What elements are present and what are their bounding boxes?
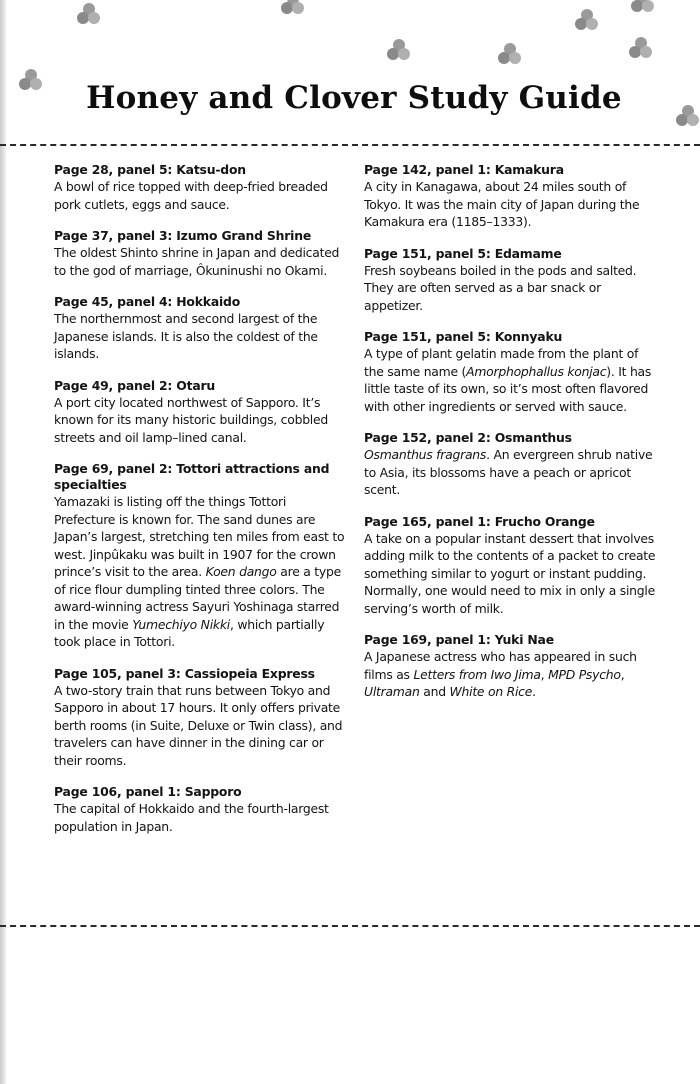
glossary-entry: [54, 666, 346, 770]
glossary-entry: [364, 514, 660, 618]
entry-heading: Page 45, panel 4: Hokkaido: [54, 294, 241, 309]
glossary-entry: [54, 378, 346, 447]
entry-description: [54, 310, 346, 363]
italic-title-text: MPD Psycho: [548, 666, 621, 682]
entry-heading: Page 165, panel 1: Frucho Orange: [364, 513, 595, 529]
entry-description: [364, 446, 660, 499]
description-text: , which partially took place in Tottori.: [54, 616, 325, 649]
italic-title-text: Ultraman: [364, 684, 420, 699]
entry-heading: Page 152, panel 2: Osmanthus: [364, 430, 572, 445]
italic-title-text: Osmanthus fragrans: [364, 447, 487, 462]
italic-title-text: Letters from Iwo Jima: [413, 666, 541, 682]
italic-title-text: Koen dango: [205, 564, 277, 579]
description-text: A type of plant gelatin made from the plant of the same name (: [364, 346, 639, 379]
entry-description: [364, 178, 660, 231]
clover-icon: [630, 0, 656, 16]
clover-icon: [628, 36, 654, 62]
glossary-entry: [54, 228, 346, 279]
entry-heading: Page 106, panel 1: Sapporo: [54, 784, 242, 799]
entry-description: [54, 178, 346, 213]
glossary-entry: [54, 294, 346, 363]
glossary-entry: [364, 246, 660, 315]
description-text: Fresh soybeans boiled in the pods and salted. They are often served as a bar snack or appetizer.: [364, 262, 637, 313]
entry-description: [54, 682, 346, 770]
page-binding-shadow: [0, 0, 6, 1084]
clover-icon: [574, 8, 600, 34]
description-text: A bowl of rice topped with deep-fried breaded pork cutlets, eggs and sauce.: [54, 179, 328, 212]
entry-heading: Page 37, panel 3: Izumo Grand Shrine: [54, 228, 312, 243]
description-text: ,: [620, 666, 625, 682]
description-text: A Japanese actress who has appeared in such films as: [364, 649, 637, 682]
page-title: Honey and Clover Study Guide: [86, 80, 622, 116]
glossary-entry: [54, 784, 346, 835]
entry-heading: Page 69, panel 2: Tottori attractions and specialties: [54, 461, 330, 492]
entry-heading: Page 151, panel 5: Edamame: [364, 245, 562, 261]
italic-title-text: Amorphophallus konjac: [466, 363, 607, 379]
description-text: .: [532, 684, 536, 699]
entry-description: [54, 394, 346, 447]
entry-heading: Page 142, panel 1: Kamakura: [364, 162, 564, 177]
description-text: The northernmost and second largest of the Japanese islands. It is also the coldest of the islands.: [54, 311, 318, 361]
glossary-entry: [364, 632, 660, 701]
description-text: ). It has little taste of its own, so it’s most often flavored with other ingredients or served with sauce.: [364, 363, 652, 414]
entry-description: [364, 345, 660, 415]
description-text: The capital of Hokkaido and the fourth-largest population in Japan.: [54, 801, 329, 834]
entry-description: [364, 648, 660, 701]
clover-icon: [280, 0, 306, 18]
glossary-entry: [364, 329, 660, 415]
description-text: A port city located northwest of Sapporo. It’s known for its many historic buildings, cobbled streets and oil lamp–lined canal.: [54, 394, 328, 445]
entry-heading: Page 49, panel 2: Otaru: [54, 377, 216, 393]
description-text: ,: [540, 666, 549, 682]
entry-description: [364, 262, 660, 315]
right-column: [364, 162, 660, 716]
description-text: A city in Kanagawa, about 24 miles south of Tokyo. It was the main city of Japan during the Kamakura era (1185–1333).: [364, 179, 640, 229]
entry-heading: Page 151, panel 5: Konnyaku: [364, 329, 563, 344]
entry-heading: Page 169, panel 1: Yuki Nae: [364, 632, 554, 647]
italic-title-text: White on Rice: [449, 684, 533, 699]
italic-title-text: Yumechiyo Nikki: [132, 616, 230, 632]
description-text: A take on a popular instant dessert that involves adding milk to the contents of a packet to create something similar to yogurt or instant pudding. Normally, one would need to mix in only a single serving’s worth of milk.: [364, 530, 656, 616]
entry-heading: Page 105, panel 3: Cassiopeia Express: [54, 665, 315, 681]
bottom-dashed-divider: [0, 925, 700, 927]
description-text: . An evergreen shrub native to Asia, its blossoms have a peach or apricot scent.: [364, 447, 653, 497]
description-text: The oldest Shinto shrine in Japan and dedicated to the god of marriage, Ôkuninushi no Okami.: [54, 245, 340, 278]
left-column: [54, 162, 346, 850]
clover-icon: [497, 42, 523, 68]
entry-description: [364, 530, 660, 618]
entry-heading: Page 28, panel 5: Katsu-don: [54, 162, 246, 177]
glossary-entry: [54, 461, 346, 651]
glossary-entry: [364, 430, 660, 499]
description-text: A two-story train that runs between Tokyo and Sapporo in about 17 hours. It only offers private berth rooms (in Suite, Deluxe or Twin class), and travelers can have dinner in the dining car or their rooms.: [54, 682, 343, 768]
top-dashed-divider: [0, 144, 700, 146]
entry-description: [54, 800, 346, 835]
glossary-entry: [364, 162, 660, 231]
clover-icon: [386, 38, 412, 64]
description-text: are a type of rice flour dumpling tinted three colors. The award-winning actress Sayuri Yoshinaga starred in the movie: [54, 564, 341, 632]
description-text: and: [419, 684, 450, 699]
description-text: Yamazaki is listing off the things Tottori Prefecture is known for. The sand dunes are Japan’s largest, stretching ten miles from east to west. Jinpûkaku was built in 1907 for the crown prince’s visit to the area.: [54, 494, 345, 579]
clover-icon: [76, 2, 102, 28]
entry-description: [54, 493, 346, 651]
glossary-entry: [54, 162, 346, 213]
entry-description: [54, 244, 346, 279]
